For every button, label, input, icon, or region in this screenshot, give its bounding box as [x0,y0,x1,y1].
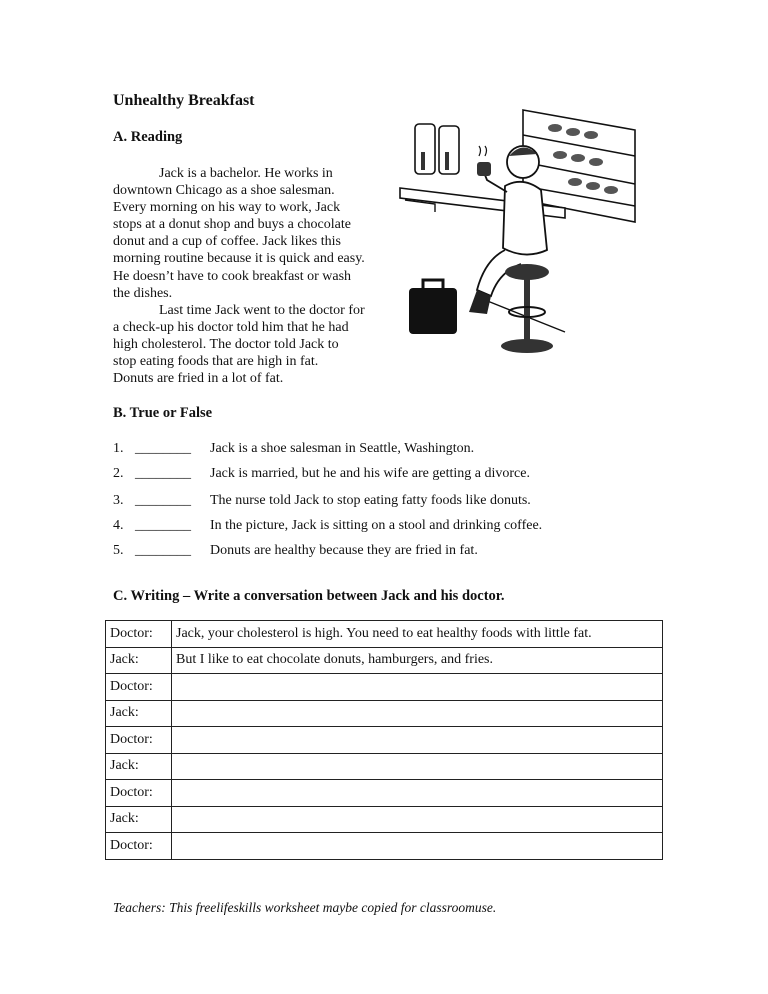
speaker-cell: Doctor: [106,621,172,648]
tf-number: 4. [113,518,124,533]
speaker-cell: Jack: [106,700,172,727]
table-row [106,621,663,648]
dialogue-cell[interactable]: But I like to eat chocolate donuts, hamburgers, and fries. [172,647,663,674]
table-row [106,700,663,727]
tf-number: 1. [113,441,124,456]
tf-statement: The nurse told Jack to stop eating fatty foods like donuts. [210,493,531,508]
donut-shop-illustration [395,100,655,360]
table-row [106,780,663,807]
reading-line: morning routine because it is quick and easy. [113,251,365,267]
table-row [106,806,663,833]
reading-line: Last time Jack went to the doctor for [159,302,365,318]
speaker-cell: Jack: [106,806,172,833]
reading-line: stop eating foods that are high in fat. [113,354,319,370]
dialogue-cell[interactable] [172,753,663,780]
conversation-table [105,620,663,860]
reading-line: stops at a donut shop and buys a chocolate [113,217,351,233]
tf-item [113,466,530,482]
speaker-cell: Doctor: [106,833,172,860]
reading-line: donut and a cup of coffee. Jack likes this [113,234,341,250]
table-row [106,674,663,701]
tf-statement: Donuts are healthy because they are fried in fat. [210,543,478,558]
tf-blank[interactable]: ________ [135,466,191,481]
speaker-cell: Jack: [106,647,172,674]
tf-number: 2. [113,466,124,481]
section-c-heading: C. Writing – Write a conversation between Jack and his doctor. [113,588,505,604]
dialogue-cell[interactable] [172,806,663,833]
table-row [106,833,663,860]
tf-blank[interactable]: ________ [135,493,191,508]
section-a-heading: A. Reading [113,129,183,145]
reading-line: Donuts are fried in a lot of fat. [113,371,284,387]
reading-line: the dishes. [113,285,173,301]
dialogue-cell[interactable] [172,727,663,754]
section-b-heading: B. True or False [113,405,213,421]
dialogue-cell[interactable] [172,780,663,807]
reading-line: Jack is a bachelor. He works in [159,166,333,181]
speaker-cell: Doctor: [106,780,172,807]
speaker-cell: Doctor: [106,674,172,701]
reading-line: a check-up his doctor told him that he had [113,319,349,335]
dialogue-cell[interactable] [172,674,663,701]
tf-statement: Jack is married, but he and his wife are getting a divorce. [210,466,530,481]
table-row [106,647,663,674]
dialogue-cell[interactable]: Jack, your cholesterol is high. You need to eat healthy foods with little fat. [172,621,663,648]
reading-line: Every morning on his way to work, Jack [113,200,341,216]
reading-passage [113,165,393,387]
speaker-cell: Doctor: [106,727,172,754]
worksheet-title: Unhealthy Breakfast [113,92,255,109]
table-row [106,753,663,780]
tf-blank[interactable]: ________ [135,441,191,456]
tf-item [113,518,542,534]
reading-line: high cholesterol. The doctor told Jack to [113,336,339,352]
tf-statement: In the picture, Jack is sitting on a stool and drinking coffee. [210,518,543,533]
tf-item [113,493,531,509]
tf-number: 3. [113,493,124,508]
reading-line: downtown Chicago as a shoe salesman. [113,183,335,199]
tf-blank[interactable]: ________ [135,543,191,558]
dialogue-cell[interactable] [172,833,663,860]
table-row [106,727,663,754]
tf-item [113,543,478,559]
reading-line: He doesn’t have to cook breakfast or wash [113,268,352,284]
speaker-cell: Jack: [106,753,172,780]
tf-statement: Jack is a shoe salesman in Seattle, Washington. [210,441,475,456]
tf-number: 5. [113,543,124,558]
dialogue-cell[interactable] [172,700,663,727]
teacher-note: Teachers: This freelifeskills worksheet maybe copied for classroomuse. [113,900,497,915]
tf-item [113,441,474,457]
tf-blank[interactable]: ________ [135,518,191,533]
